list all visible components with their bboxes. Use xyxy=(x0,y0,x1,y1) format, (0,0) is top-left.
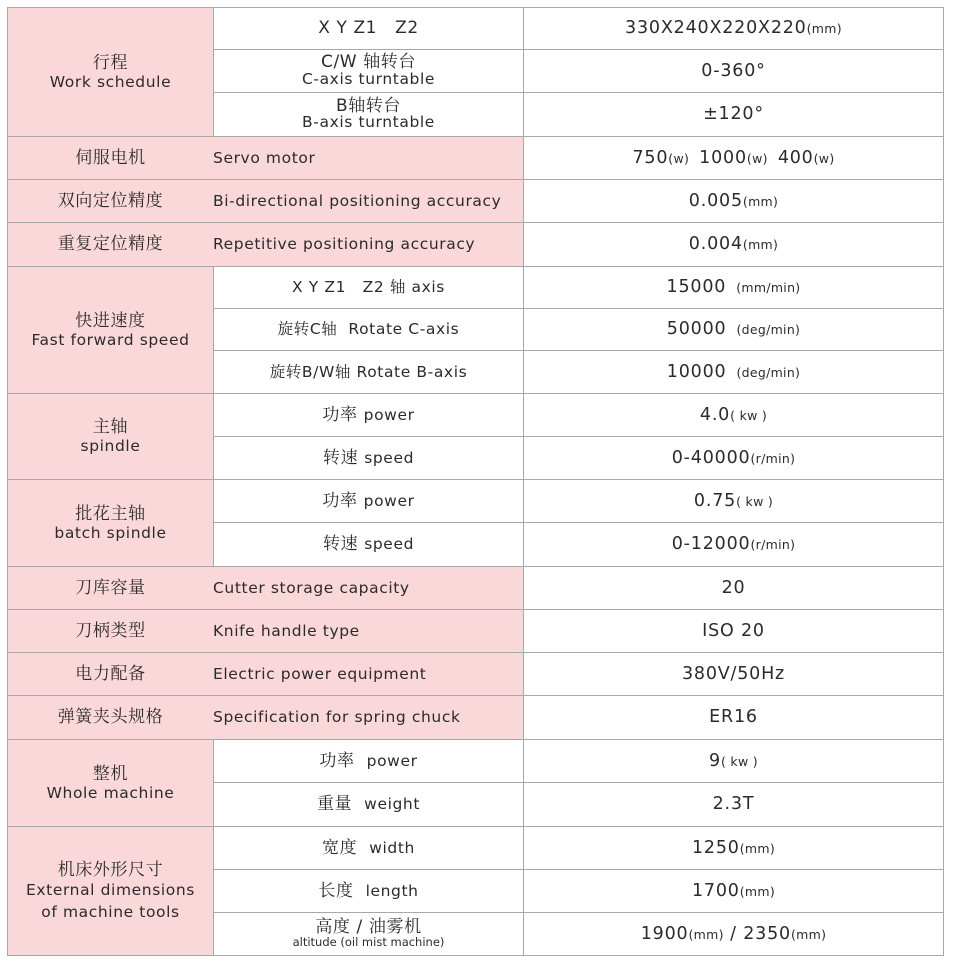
group-label-cn: 批花主轴 xyxy=(75,503,146,524)
value-text: ER16 xyxy=(709,707,758,727)
sub-label-en: altitude (oil mist machine) xyxy=(292,934,445,949)
value-repetitive xyxy=(523,222,944,267)
value-machine-power xyxy=(523,739,944,783)
sub-label-rotate-c xyxy=(213,308,524,351)
value-number: ±120° xyxy=(703,104,764,124)
row-label-cn: 重复定位精度 xyxy=(57,234,164,255)
sub-label-text: 旋转C轴 Rotate C-axis xyxy=(277,320,460,339)
value-number: 15000 xyxy=(666,277,727,297)
group-label-whole-machine xyxy=(7,739,214,827)
sub-label-en: power xyxy=(366,751,418,770)
value-spindle-speed xyxy=(523,436,944,480)
row-label-cn: 伺服电机 xyxy=(75,147,146,168)
value-number: 20 xyxy=(721,577,746,598)
sub-label-cn: C/W 轴转台 xyxy=(320,52,416,73)
value-number: 0.004 xyxy=(688,234,743,254)
value-servo-motor xyxy=(523,136,944,180)
value-length xyxy=(523,869,944,913)
value-travel xyxy=(523,7,944,50)
group-label-cn: 机床外形尺寸 xyxy=(57,860,164,881)
row-label-en: Electric power equipment xyxy=(213,664,427,683)
value-unit: (deg/min) xyxy=(736,364,801,380)
sub-label-cn: 宽度 xyxy=(322,837,358,858)
value-number: 10000 xyxy=(666,361,727,382)
value-number: 0.005 xyxy=(688,190,743,211)
value-unit: ( kw ) xyxy=(736,493,774,509)
value-text: 2.3T xyxy=(712,794,755,814)
row-label-electric-power xyxy=(7,652,524,696)
value-text: ISO 20 xyxy=(702,620,765,641)
sub-label-en: speed xyxy=(364,448,415,467)
sub-label-rotate-b xyxy=(213,350,524,394)
value-electric-power xyxy=(523,652,944,696)
value-number: 0-360° xyxy=(701,60,766,81)
sub-label-spindle-speed xyxy=(213,436,524,480)
sub-label-en: power xyxy=(363,405,415,424)
row-label-repetitive xyxy=(7,222,524,267)
value-width xyxy=(523,826,944,870)
sub-label-cn: 重量 xyxy=(316,794,353,815)
value-unit: (r/min) xyxy=(750,537,796,552)
value-rotate-c-speed xyxy=(523,308,944,351)
value-spindle-power xyxy=(523,393,944,437)
value-unit: (deg/min) xyxy=(736,322,801,337)
group-label-en: of machine tools xyxy=(41,903,180,922)
value-rotate-b-speed xyxy=(523,350,944,394)
group-label-en: Whole machine xyxy=(46,783,175,802)
sub-label-text: 旋转B/W轴 Rotate B-axis xyxy=(269,362,468,381)
group-label-cn: 行程 xyxy=(92,52,129,73)
sub-label-en: weight xyxy=(364,795,421,814)
row-label-en: Servo motor xyxy=(213,148,316,167)
row-label-cn: 刀柄类型 xyxy=(75,620,146,641)
sub-label-cn: B轴转台 xyxy=(335,95,402,116)
sub-label-en: power xyxy=(363,491,415,510)
value-number: 750 xyxy=(632,147,669,168)
group-label-en: spindle xyxy=(80,437,141,456)
row-label-servo-motor xyxy=(7,136,524,180)
value-unit: (w) xyxy=(668,150,690,166)
sub-label-xyz xyxy=(213,7,524,50)
value-unit: (mm) xyxy=(790,926,827,942)
value-number: 4.0 xyxy=(699,404,731,425)
value-number: 1700 xyxy=(691,880,740,901)
value-unit: (mm) xyxy=(742,193,779,209)
value-number: 400 xyxy=(777,147,814,168)
sub-label-width xyxy=(213,826,524,870)
sub-label-xyz-axis xyxy=(213,266,524,309)
sub-label-machine-weight xyxy=(213,782,524,827)
row-label-spring-chuck xyxy=(7,695,524,740)
sub-label-batch-power xyxy=(213,479,524,523)
group-label-en: Fast forward speed xyxy=(31,330,190,349)
sub-label-text: X Y Z1 Z2 轴 axis xyxy=(292,278,445,297)
sub-label-machine-power xyxy=(213,739,524,783)
group-label-external-dimensions xyxy=(7,826,214,956)
group-label-cn: 主轴 xyxy=(92,417,129,437)
row-label-en: Bi-directional positioning accuracy xyxy=(213,191,502,210)
value-number: 1900 xyxy=(640,923,689,944)
group-label-cn: 快进速度 xyxy=(75,310,146,331)
row-label-cn: 双向定位精度 xyxy=(57,190,164,211)
value-machine-weight xyxy=(523,782,944,827)
sub-label-length xyxy=(213,869,524,913)
sub-label-cn: 高度 / 油雾机 xyxy=(315,917,422,938)
value-number: 2350 xyxy=(743,923,791,944)
sub-label-en: speed xyxy=(364,535,415,554)
sub-label-cw-turntable xyxy=(213,49,524,93)
value-number: 50000 xyxy=(666,319,727,339)
value-separator: / xyxy=(723,923,744,944)
row-label-cutter-storage xyxy=(7,566,524,610)
value-unit: (mm) xyxy=(739,883,776,899)
value-number: 0.75 xyxy=(693,490,737,511)
row-label-en: Specification for spring chuck xyxy=(213,708,461,727)
group-label-spindle xyxy=(7,393,214,480)
value-knife-handle xyxy=(523,609,944,653)
value-cutter-storage xyxy=(523,566,944,610)
row-label-cn: 电力配备 xyxy=(75,663,146,684)
row-label-bidirectional xyxy=(7,179,524,223)
sub-label-cn: 功率 xyxy=(319,750,355,771)
sub-label-cn: 功率 xyxy=(322,404,358,425)
value-unit: ( kw ) xyxy=(730,407,768,423)
row-label-en: Knife handle type xyxy=(213,621,360,640)
row-label-knife-handle xyxy=(7,609,524,653)
value-batch-power xyxy=(523,479,944,523)
value-batch-speed xyxy=(523,522,944,567)
sub-label-cn: 转速 xyxy=(322,447,359,468)
value-unit: (mm) xyxy=(739,840,776,856)
value-number: 0-40000 xyxy=(671,447,751,468)
value-unit: (mm) xyxy=(806,21,842,36)
sub-label-en: length xyxy=(365,881,419,900)
sub-label-b-turntable xyxy=(213,92,524,137)
value-b-range xyxy=(523,92,944,137)
group-label-batch-spindle xyxy=(7,479,214,567)
sub-label-en: C-axis turntable xyxy=(301,69,436,88)
value-bidirectional xyxy=(523,179,944,223)
value-unit: ( kw ) xyxy=(720,753,758,769)
group-label-work-schedule xyxy=(7,7,214,137)
sub-label-spindle-power xyxy=(213,393,524,437)
row-label-en: Repetitive positioning accuracy xyxy=(213,235,476,254)
value-number: 330X240X220X220 xyxy=(625,18,807,38)
row-label-en: Cutter storage capacity xyxy=(213,578,410,597)
sub-label-cn: 长度 xyxy=(318,880,354,901)
row-label-cn: 刀库容量 xyxy=(75,577,146,598)
value-number: 0-12000 xyxy=(671,534,751,554)
sub-label-altitude xyxy=(213,912,524,956)
sub-label-cn: 转速 xyxy=(322,534,359,555)
sub-label-en: width xyxy=(369,838,415,857)
value-unit: (mm) xyxy=(742,237,779,252)
value-text: 380V/50Hz xyxy=(681,663,786,684)
value-xyz-speed xyxy=(523,266,944,309)
group-label-cn: 整机 xyxy=(92,763,129,784)
group-label-en: batch spindle xyxy=(54,523,167,542)
sub-label-text: X Y Z1 Z2 xyxy=(318,18,419,39)
group-label-en: Work schedule xyxy=(49,72,172,91)
value-number: 1250 xyxy=(691,837,740,858)
value-number: 1000 xyxy=(699,147,747,168)
sub-label-cn: 功率 xyxy=(322,490,358,511)
value-spring-chuck xyxy=(523,695,944,740)
value-unit: (w) xyxy=(813,150,835,166)
value-number: 9 xyxy=(709,750,721,771)
value-unit: (mm/min) xyxy=(736,280,801,295)
value-unit: (mm) xyxy=(688,926,724,942)
value-unit: (r/min) xyxy=(750,450,796,466)
sub-label-batch-speed xyxy=(213,522,524,567)
group-label-en: External dimensions xyxy=(25,880,195,899)
value-cw-range xyxy=(523,49,944,93)
value-unit: (w) xyxy=(746,150,768,166)
sub-label-en: B-axis turntable xyxy=(302,113,435,132)
group-label-fast-forward xyxy=(7,266,214,394)
value-altitude xyxy=(523,912,944,956)
row-label-cn: 弹簧夹头规格 xyxy=(57,707,164,728)
